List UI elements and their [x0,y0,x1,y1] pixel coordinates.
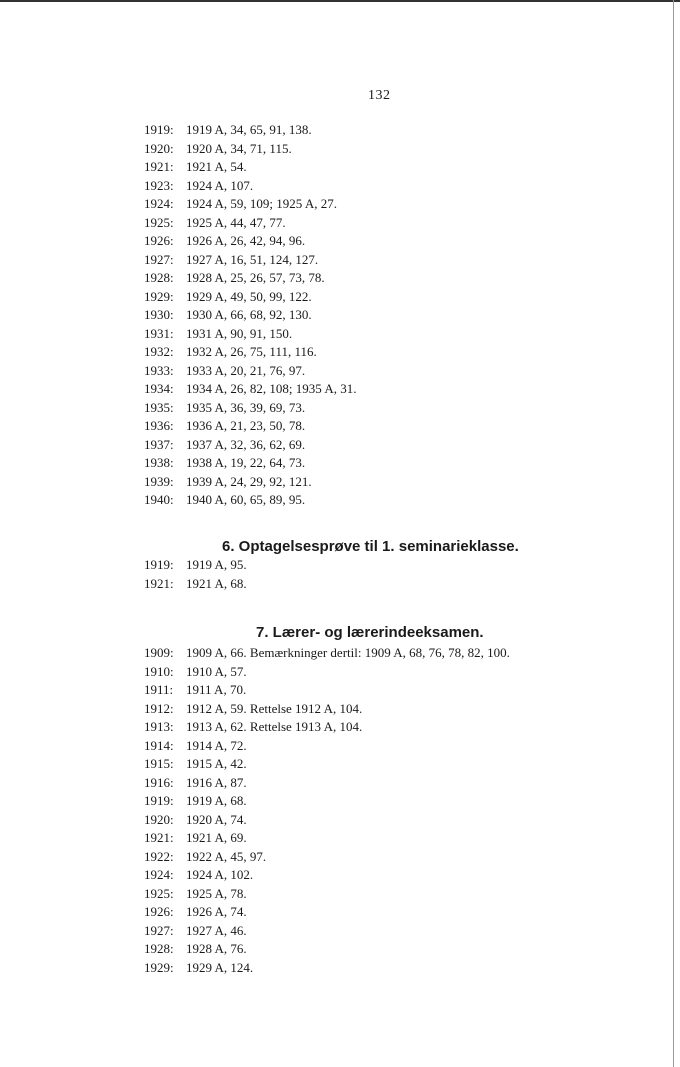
entry-year: 1925: [144,214,174,230]
entry-year: 1921: [144,575,174,591]
entry-year: 1928: [144,270,174,285]
entry-references: 1914 A, 72. [186,737,247,753]
entry-references: 1930 A, 66, 68, 92, 130. [186,307,312,322]
entry-references: 1916 A, 87. [186,774,247,790]
list-entry [144,417,356,436]
entry-references: 1925 A, 78. [186,885,247,901]
entry-references: 1926 A, 26, 42, 94, 96. [186,233,306,248]
page-top-edge [0,0,680,2]
entry-year: 1929: [144,288,174,304]
entry-references: 1933 A, 20, 21, 76, 97. [186,362,306,378]
entry-year: 1927: [144,922,174,938]
entry-year: 1919: [144,793,174,808]
entry-references: 1915 A, 42. [186,756,247,771]
entry-references: 1928 A, 25, 26, 57, 73, 78. [186,270,325,285]
entry-year: 1929: [144,959,174,975]
entry-references: 1921 A, 68. [186,575,247,591]
section-6-list [144,556,247,593]
list-entry [144,663,510,682]
entry-year: 1910: [144,663,174,679]
list-entry [144,121,356,140]
entry-references: 1925 A, 44, 47, 77. [186,214,286,230]
list-entry [144,940,510,959]
entry-year: 1915: [144,756,174,771]
list-entry [144,848,510,867]
list-entry [144,718,510,737]
entry-year: 1936: [144,418,174,433]
list-entry [144,214,356,233]
entry-year: 1928: [144,941,174,956]
entry-year: 1926: [144,233,174,248]
list-entry [144,491,356,510]
entry-references: 1920 A, 74. [186,811,247,827]
entry-year: 1909: [144,645,174,660]
entry-year: 1937: [144,436,174,452]
list-entry [144,343,356,362]
list-entry [144,436,356,455]
list-entry [144,885,510,904]
entry-year: 1919: [144,557,174,572]
list-entry [144,306,356,325]
list-entry [144,177,356,196]
entry-year: 1921: [144,830,174,845]
entry-references: 1919 A, 68. [186,793,247,808]
list-entry [144,829,510,848]
entry-references: 1912 A, 59. Rettelse 1912 A, 104. [186,700,363,716]
section-6-heading: 6. Optagelsesprøve til 1. seminarieklasse. [222,538,519,555]
entry-year: 1923: [144,177,174,193]
list-entry [144,269,356,288]
section-5-list [144,121,356,510]
list-entry [144,959,510,978]
page-number: 132 [368,88,391,103]
entry-references: 1929 A, 124. [186,959,254,975]
list-entry [144,575,247,594]
entry-references: 1910 A, 57. [186,663,247,679]
entry-year: 1927: [144,251,174,267]
list-entry [144,399,356,418]
section-7-heading: 7. Lærer- og lærerindeeksamen. [256,624,484,641]
list-entry [144,325,356,344]
list-entry [144,700,510,719]
entry-year: 1914: [144,737,174,753]
list-entry [144,755,510,774]
entry-year: 1920: [144,140,174,156]
list-entry [144,811,510,830]
entry-year: 1939: [144,473,174,489]
list-entry [144,774,510,793]
entry-references: 1938 A, 19, 22, 64, 73. [186,455,306,470]
page-right-edge [673,0,674,1067]
list-entry [144,792,510,811]
entry-references: 1922 A, 45, 97. [186,848,267,864]
entry-references: 1919 A, 95. [186,557,247,572]
entry-year: 1938: [144,455,174,470]
entry-year: 1926: [144,904,174,919]
entry-year: 1913: [144,719,174,734]
entry-year: 1911: [144,682,174,697]
list-entry [144,251,356,270]
entry-references: 1940 A, 60, 65, 89, 95. [186,492,306,507]
entry-year: 1925: [144,885,174,901]
entry-references: 1934 A, 26, 82, 108; 1935 A, 31. [186,381,357,396]
entry-year: 1932: [144,344,174,359]
entry-year: 1924: [144,867,174,882]
entry-year: 1935: [144,399,174,415]
list-entry [144,454,356,473]
entry-references: 1919 A, 34, 65, 91, 138. [186,122,312,137]
list-entry [144,362,356,381]
list-entry [144,644,510,663]
entry-year: 1916: [144,774,174,790]
list-entry [144,922,510,941]
entry-references: 1909 A, 66. Bemærkninger dertil: 1909 A, 68, 76, 78, 82, 100. [186,645,510,660]
list-entry [144,288,356,307]
list-entry [144,195,356,214]
entry-year: 1922: [144,848,174,864]
entry-references: 1937 A, 32, 36, 62, 69. [186,436,306,452]
entry-references: 1920 A, 34, 71, 115. [186,140,292,156]
entry-references: 1935 A, 36, 39, 69, 73. [186,399,306,415]
entry-year: 1919: [144,122,174,137]
entry-references: 1928 A, 76. [186,941,247,956]
entry-references: 1927 A, 16, 51, 124, 127. [186,251,319,267]
entry-references: 1913 A, 62. Rettelse 1913 A, 104. [186,719,363,734]
entry-year: 1933: [144,362,174,378]
list-entry [144,158,356,177]
entry-year: 1921: [144,159,174,174]
entry-references: 1931 A, 90, 91, 150. [186,325,293,341]
list-entry [144,556,247,575]
section-7-list [144,644,510,977]
entry-references: 1929 A, 49, 50, 99, 122. [186,288,312,304]
list-entry [144,681,510,700]
entry-year: 1924: [144,196,174,211]
entry-references: 1936 A, 21, 23, 50, 78. [186,418,306,433]
entry-references: 1927 A, 46. [186,922,247,938]
list-entry [144,232,356,251]
list-entry [144,903,510,922]
entry-references: 1924 A, 107. [186,177,254,193]
entry-references: 1924 A, 102. [186,867,254,882]
list-entry [144,866,510,885]
entry-year: 1930: [144,307,174,322]
entry-year: 1940: [144,492,174,507]
entry-references: 1939 A, 24, 29, 92, 121. [186,473,312,489]
list-entry [144,140,356,159]
entry-references: 1921 A, 69. [186,830,247,845]
entry-references: 1926 A, 74. [186,904,247,919]
list-entry [144,380,356,399]
entry-year: 1931: [144,325,174,341]
list-entry [144,473,356,492]
entry-year: 1920: [144,811,174,827]
entry-references: 1911 A, 70. [186,682,247,697]
entry-year: 1934: [144,381,174,396]
entry-references: 1921 A, 54. [186,159,247,174]
entry-references: 1932 A, 26, 75, 111, 116. [186,344,317,359]
list-entry [144,737,510,756]
entry-year: 1912: [144,700,174,716]
entry-references: 1924 A, 59, 109; 1925 A, 27. [186,196,337,211]
